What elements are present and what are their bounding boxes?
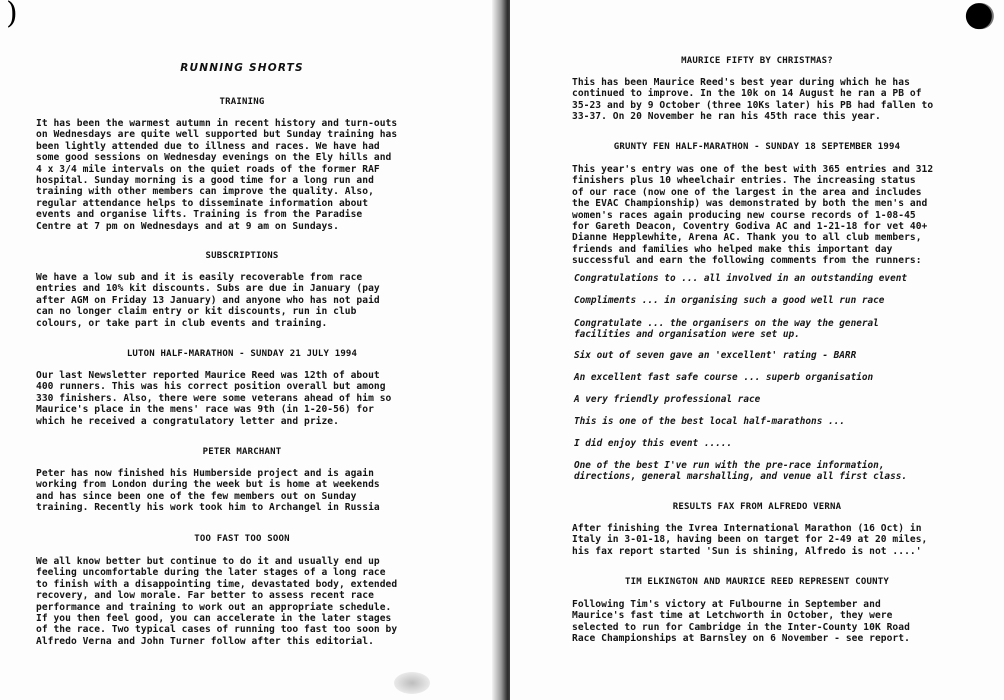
paragraph-luton-half-marathon: Our last Newsletter reported Maurice Reed was 12th of about 400 runners. This was his correct position overall but among 330 finishers. Also, there were some veterans ahead of him so Maurice's place in the mens' race was 9th (in 1-20-56) for which he received a congratulatory letter and prize. <box>36 370 392 427</box>
paragraph-peter-marchant: Peter has now finished his Humberside project and is again working from London during the week but is home at weekends and has since been one of the few members out on Sunday training. Recently his work took him to Archangel in Russia <box>36 468 380 514</box>
heading-peter-marchant: PETER MARCHANT <box>202 447 282 457</box>
runner-comment: Congratulations to ... all involved in an outstanding event <box>574 273 908 284</box>
runner-comment: An excellent fast safe course ... superb organisation <box>574 372 874 383</box>
heading-too-fast-too-soon: TOO FAST TOO SOON <box>194 534 290 544</box>
page-smudge <box>394 672 430 694</box>
binding-hole-mark-right: ● <box>964 0 994 34</box>
paragraph-subscriptions: We have a low sub and it is easily recoverable from race entries and 10% kit discounts. Subs are due in January (pay after AGM on Friday 13 January) and anyone who has not paid can no longer claim entry or kit discounts, run in club colours, or take part in club events and training. <box>36 272 380 329</box>
runner-comment: This is one of the best local half-marathons ... <box>574 416 845 427</box>
binding-hole-mark-left: ) <box>6 0 18 31</box>
runner-comment: I did enjoy this event ..... <box>574 438 733 449</box>
heading-maurice-fifty: MAURICE FIFTY BY CHRISTMAS? <box>681 56 833 66</box>
paragraph-grunty-fen: This year's entry was one of the best with 365 entries and 312 finishers plus 10 wheelchair entries. The increasing status of our race (now one of the largest in the area and includes the EVAC Championship) was demonstrated by both the men's and women's races again producing new course records of 1-08-45 for Gareth Deacon, Coventry Godiva AC and 1-21-18 for vet 40+ Dianne Hepplewhite, Arena AC. Thank you to all club members, friends and families who helped make this important day successful and earn the following comments from the runners: <box>572 164 934 267</box>
heading-results-fax: RESULTS FAX FROM ALFREDO VERNA <box>672 502 842 512</box>
paragraph-maurice-fifty: This has been Maurice Reed's best year during which he has continued to improve. In the 10k on 14 August he ran a PB of 35-23 and by 9 October (three 10Ks later) his PB had fallen to 33-37. On 20 November he ran his 45th race this year. <box>572 77 934 123</box>
left-page <box>0 0 500 700</box>
runner-comment: Six out of seven gave an 'excellent' rating - BARR <box>574 350 857 361</box>
runner-comment: Compliments ... in organising such a good well run race <box>574 295 885 306</box>
paragraph-county-representation: Following Tim's victory at Fulbourne in September and Maurice's fast time at Letchworth in October, they were selected to run for Cambridge in the Inter-County 10K Road Race Championships at Barnsley on 6 November - see report. <box>572 599 910 645</box>
newsletter-title: RUNNING SHORTS <box>180 62 304 74</box>
heading-grunty-fen: GRUNTY FEN HALF-MARATHON - SUNDAY 18 SEPTEMBER 1994 <box>613 142 901 152</box>
heading-training: TRAINING <box>219 97 265 107</box>
heading-county-representation: TIM ELKINGTON AND MAURICE REED REPRESENT COUNTY <box>624 577 890 587</box>
paragraph-results-fax: After finishing the Ivrea International Marathon (16 Oct) in Italy in 3-01-18, having been on target for 2-49 at 20 miles, his fax report started 'Sun is shining, Alfredo is not ....' <box>572 523 928 557</box>
paragraph-too-fast-too-soon: We all know better but continue to do it and usually end up feeling uncomfortable during the later stages of a long race to finish with a disappointing time, devastated body, extended recovery, and low morale. Far better to assess recent race performance and training to work out an appropriate schedule. If you then feel good, you can accelerate in the later stages of the race. Two typical cases of running too fast too soon by Alfredo Verna and John Turner follow after this editorial. <box>36 556 398 647</box>
runner-comment: Congratulate ... the organisers on the way the general facilities and organisation were set up. <box>574 318 879 341</box>
paragraph-training: It has been the warmest autumn in recent history and turn-outs on Wednesdays are quite well supported but Sunday training has been lightly attended due to illness and races. We have had some good sessions on Wednesday evenings on the Ely hills and 4 x 3/4 mile intervals on the quiet roads of the former RAF hospital. Sunday morning is a good time for a long run and training with other members can improve the quality. Also, regular attendance helps to disseminate information about events and organise lifts. Training is from the Paradise Centre at 7 pm on Wednesdays and at 9 am on Sundays. <box>36 118 398 232</box>
runner-comment: A very friendly professional race <box>574 394 761 405</box>
heading-subscriptions: SUBSCRIPTIONS <box>205 251 279 261</box>
runner-comment: One of the best I've run with the pre-race information, directions, general marshalling, and venue all first class. <box>574 460 908 483</box>
heading-luton-half-marathon: LUTON HALF-MARATHON - SUNDAY 21 JULY 1994 <box>126 349 358 359</box>
